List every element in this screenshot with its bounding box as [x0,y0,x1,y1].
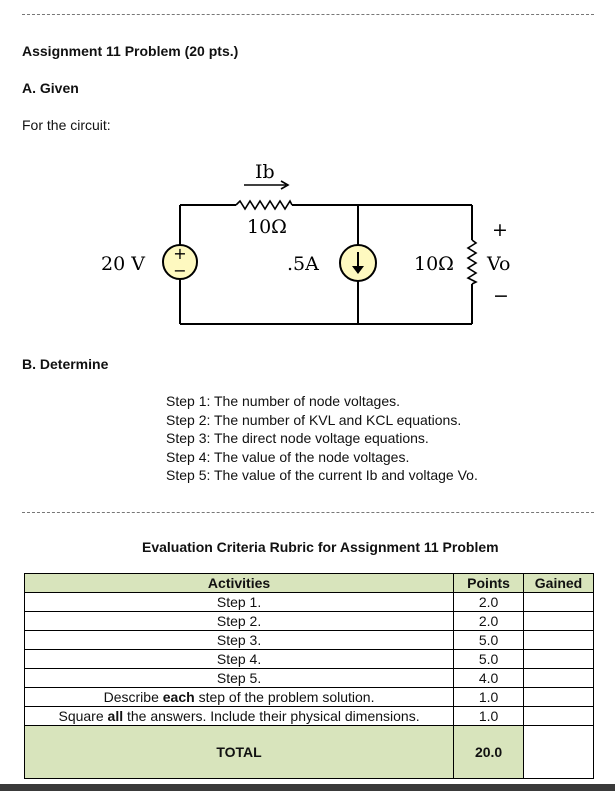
table-row [25,688,594,707]
output-plus: + [492,219,508,241]
table-row [25,669,594,688]
points-cell: 2.0 [454,593,524,612]
svg-text:+: + [173,244,187,263]
middle-divider [22,512,594,513]
step-item: Step 3: The direct node voltage equations. [166,430,429,447]
gained-cell[interactable] [524,669,594,688]
svg-text:−: − [173,261,187,280]
gained-header: Gained [524,574,594,593]
table-row [25,631,594,650]
activity-text-post: the answers. Include their physical dimensions. [123,708,420,724]
gained-cell[interactable] [524,593,594,612]
current-source [340,245,376,281]
current-source-label: .5A [287,253,319,275]
gained-cell[interactable] [524,688,594,707]
series-resistor-label: 10Ω [247,216,287,238]
steps-list [166,392,478,485]
table-row [25,650,594,669]
gained-cell[interactable] [524,631,594,650]
gained-cell[interactable] [524,612,594,631]
activity-text-emphasis: each [162,689,195,705]
source-voltage-label: 20 V [101,253,145,275]
activity-cell: Step 1. [25,593,454,612]
total-points: 20.0 [454,726,524,779]
voltage-source [163,244,197,280]
points-cell: 5.0 [454,631,524,650]
circuit-diagram [0,150,615,340]
activity-text-emphasis: all [107,708,124,724]
activity-cell: Step 4. [25,650,454,669]
output-voltage-label: Vo [487,253,511,275]
load-resistor-label: 10Ω [414,253,454,275]
activity-text-pre: Square [58,708,108,724]
section-b-heading: B. Determine [22,356,109,372]
points-cell: 4.0 [454,669,524,688]
step-item: Step 5: The value of the current Ib and voltage Vo. [166,467,478,484]
activity-cell: Step 2. [25,612,454,631]
points-header: Points [454,574,524,593]
top-divider [22,14,594,15]
activity-text-post: step of the problem solution. [194,689,375,705]
rubric-header-row [25,574,594,593]
total-gained-cell[interactable] [524,726,594,779]
total-row [25,726,594,779]
points-cell: 2.0 [454,612,524,631]
total-label: TOTAL [25,726,454,779]
section-a-heading: A. Given [22,80,79,96]
table-row [25,593,594,612]
bottom-bar [0,784,615,791]
load-resistor [468,240,476,284]
activity-cell: Step 3. [25,631,454,650]
assignment-title: Assignment 11 Problem (20 pts.) [22,43,239,59]
activities-header: Activities [25,574,454,593]
activity-cell [25,707,454,726]
gained-cell[interactable] [524,650,594,669]
points-cell: 1.0 [454,707,524,726]
circuit-intro: For the circuit: [22,117,111,133]
gained-cell[interactable] [524,707,594,726]
step-item: Step 1: The number of node voltages. [166,393,401,409]
step-item: Step 2: The number of KVL and KCL equations. [166,411,462,428]
rubric-table [24,573,594,779]
step-item: Step 4: The value of the node voltages. [166,448,410,465]
table-row [25,707,594,726]
points-cell: 1.0 [454,688,524,707]
output-minus: − [493,285,509,307]
points-cell: 5.0 [454,650,524,669]
table-row [25,612,594,631]
current-label-ib: Ib [255,161,275,183]
activity-text-pre: Describe [103,689,163,705]
activity-cell [25,688,454,707]
series-resistor [236,201,292,209]
activity-cell: Step 5. [25,669,454,688]
rubric-title: Evaluation Criteria Rubric for Assignment 11 Problem [142,539,499,555]
